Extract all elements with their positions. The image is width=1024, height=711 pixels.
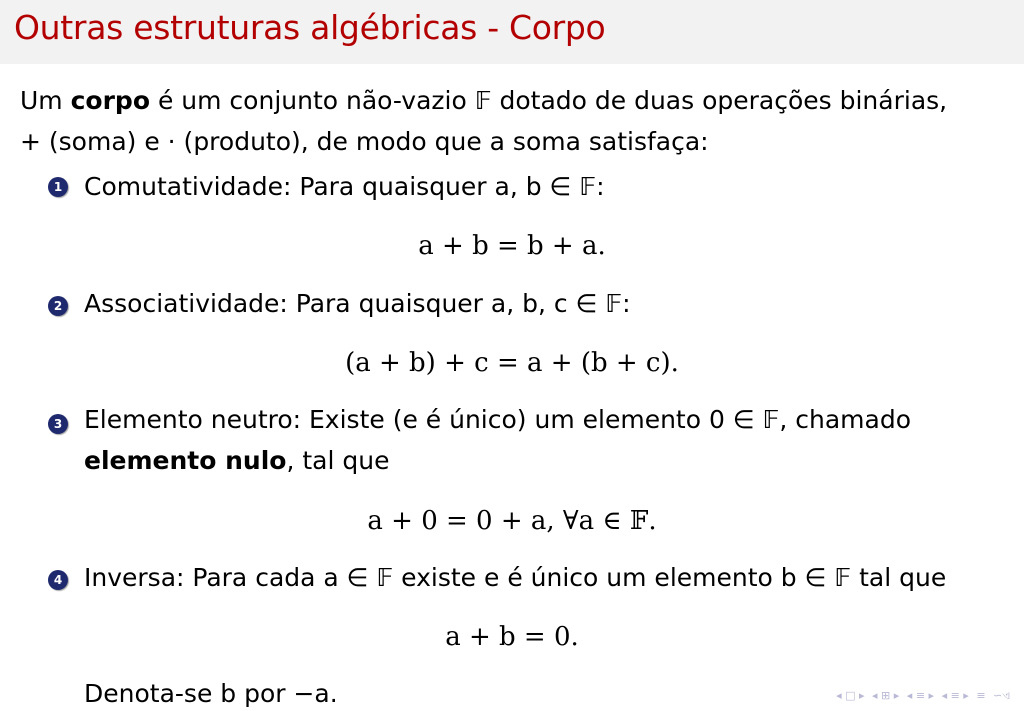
item-3-bold-term: elemento nulo (84, 446, 287, 475)
item-4-formula: a + b = 0. (445, 622, 579, 652)
navigation-bar (834, 689, 1012, 703)
item-3-number-badge: 3 (48, 414, 68, 434)
nav-frame-icon[interactable]: ◂ ⊞ ▸ (872, 689, 900, 702)
item-4-text: Inversa: Para cada a ∈ 𝔽 existe e é único um elemento b ∈ 𝔽 tal que (84, 563, 947, 592)
nav-section-icon[interactable]: ◂ ≡ ▸ (906, 689, 935, 702)
nav-align-icon[interactable]: ≡ (976, 689, 986, 702)
item-4-note: Denota-se b por −a. (84, 679, 338, 708)
item-1-number-badge: 1 (48, 177, 68, 197)
item-2-formula: (a + b) + c = a + (b + c). (345, 348, 679, 378)
item-3-formula: a + 0 = 0 + a, ∀a ∈ 𝔽. (367, 506, 657, 536)
nav-search-icon[interactable]: ∽ଏ (993, 689, 1010, 702)
item-2-number-badge: 2 (48, 296, 68, 316)
nav-first-icon[interactable]: ◂ □ ▸ (836, 689, 865, 702)
intro-line-2: + (soma) e · (produto), de modo que a soma satisfaça: (20, 127, 709, 156)
item-2-text: Associatividade: Para quaisquer a, b, c ∈ 𝔽: (84, 289, 631, 318)
intro-text-start: Um (20, 86, 71, 115)
item-3-text: Elemento neutro: Existe (e é único) um elemento 0 ∈ 𝔽, chamado (84, 405, 912, 434)
item-3-text-rest: , tal que (286, 446, 390, 475)
slide-title: Outras estruturas algébricas - Corpo (14, 8, 606, 47)
title-bar (0, 0, 1024, 64)
item-1-formula: a + b = b + a. (418, 231, 606, 261)
item-3-text-line-2 (84, 446, 389, 476)
nav-subsection-icon[interactable]: ◂ ≡ ▸ (941, 689, 969, 702)
item-1-text: Comutatividade: Para quaisquer a, b ∈ 𝔽: (84, 172, 605, 201)
intro-text-end: é um conjunto não-vazio 𝔽 dotado de duas operações binárias, (150, 86, 948, 115)
intro-bold-term: corpo (70, 86, 151, 115)
item-4-number-badge: 4 (48, 570, 68, 590)
intro-line-1 (20, 86, 947, 116)
